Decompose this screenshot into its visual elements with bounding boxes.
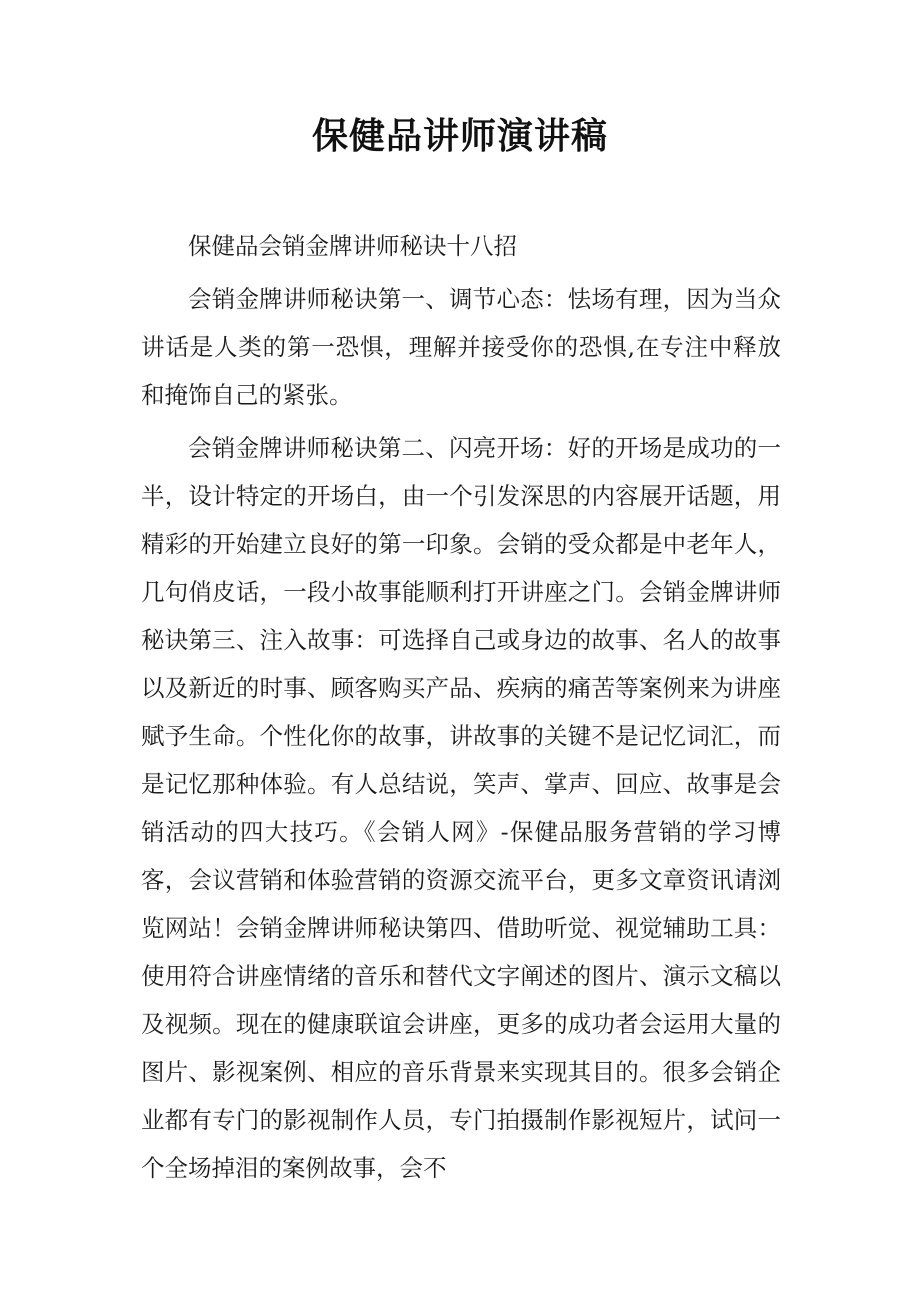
document-body (141, 222, 781, 1192)
paragraph-1: 会销金牌讲师秘诀第一、调节心态：怯场有理，因为当众讲话是人类的第一恐惧，理解并接受你的恐惧,在专注中释放和掩饰自己的紧张。 (141, 285, 781, 409)
document-subtitle: 保健品会销金牌讲师秘诀十八招 (188, 232, 517, 260)
document-title: 保健品讲师演讲稿 (311, 115, 608, 157)
paragraph-2: 会销金牌讲师秘诀第二、闪亮开场：好的开场是成功的一半，设计特定的开场白，由一个引发深思的内容展开话题，用精彩的开始建立良好的第一印象。会销的受众都是中老年人，几句俏皮话，一段小故事能顺利打开讲座之门。会销金牌讲师秘诀第三、注入故事：可选择自己或身边的故事、名人的故事以及新近的时事、顾客购买产品、疾病的痛苦等案例来为讲座赋予生命。个性化你的故事，讲故事的关键不是记忆词汇，而是记忆那种体验。有人总结说，笑声、掌声、回应、故事是会销活动的四大技巧。《会销人网》-保健品服务营销的学习博客，会议营销和体验营销的资源交流平台，更多文章资讯请浏览网站！会销金牌讲师秘诀第四、借助听觉、视觉辅助工具：使用符合讲座情绪的音乐和替代文字阐述的图片、演示文稿以及视频。现在的健康联谊会讲座，更多的成功者会运用大量的图片、影视案例、相应的音乐背景来实现其目的。很多会销企业都有专门的影视制作人员，专门拍摄制作影视短片，试问一个全场掉泪的案例故事，会不 (141, 434, 781, 1182)
